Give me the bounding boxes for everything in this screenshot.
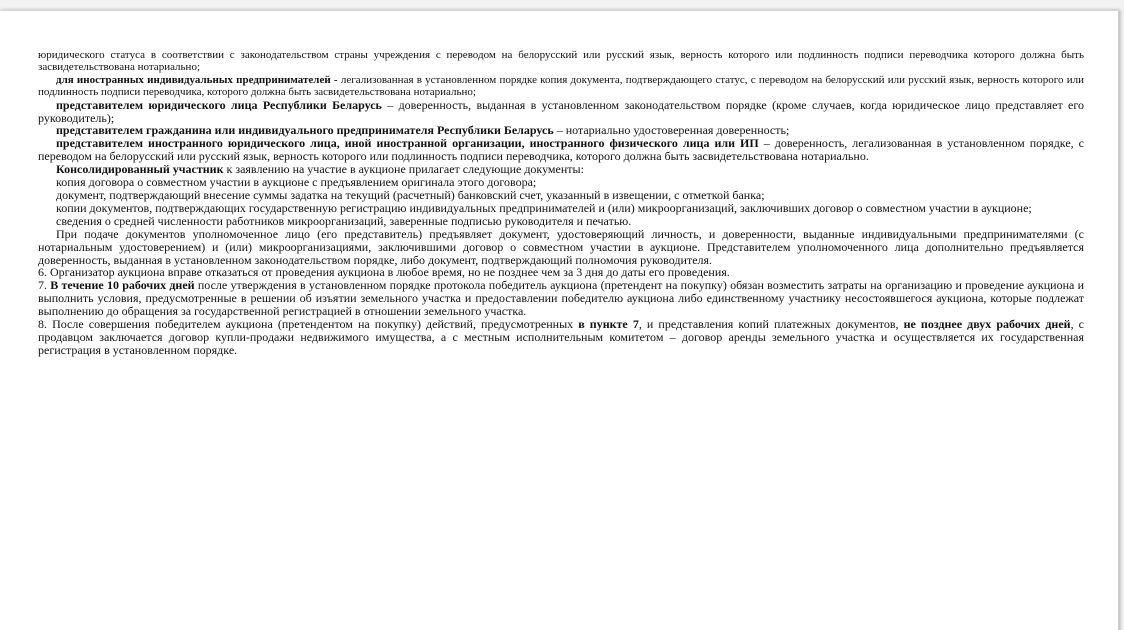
- paragraph-text: документ, подтверждающий внесение суммы задатка на текущий (расчетный) банковский счет, указанный в извещении, с отметкой банка;: [56, 187, 765, 202]
- paragraph-bold: представителем гражданина или индивидуального предпринимателя Республики Беларусь: [56, 123, 554, 138]
- paragraph-legal-entity-representative: [38, 99, 1084, 125]
- paragraph-text: 6. Организатор аукциона вправе отказаться от проведения аукциона в любое время, но не позднее чем за 3 дня до даты его проведения.: [38, 265, 730, 280]
- paragraph-bold: в пункте 7: [578, 317, 639, 332]
- paragraph-legal-status: [38, 49, 1084, 74]
- paragraph-text: сведения о средней численности работников микроорганизаций, заверенные подписью руководителя и печатью.: [56, 213, 632, 228]
- paragraph-text: , с продавцом заключается договор купли-продажи недвижимого имущества, а с местным исполнительным комитетом – договор аренды земельного участка и осуществляется их государственная регистрация в установленном порядке.: [38, 317, 1084, 357]
- document-page: [0, 10, 1119, 630]
- paragraph-text: копия договора о совместном участии в аукционе с предъявлением оригинала этого договора;: [56, 175, 537, 190]
- paragraph-bold: представителем иностранного юридического лица, иной иностранной организации, иностранного физического лица или ИП: [56, 136, 759, 151]
- paragraph-mid: , и представления копий платежных документов,: [638, 317, 904, 332]
- paragraph-text: юридического статуса в соответствии с законодательством страны учреждения с переводом на белорусский или русский язык, верность которого или подлинность подписи переводчика которого должна быть засвидетельствована нотариально;: [38, 49, 1084, 74]
- paragraph-text: после утверждения в установленном порядке протокола победитель аукциона (претендент на покупку) обязан возместить затраты на организацию и проведение аукциона и выполнить условия, предусмотренные в решении об изъятии земельного участка и предоставлении победителю аукциона либо единственному участнику несостоявшегося аукциона, которые подлежат выполнению до обращения за государственной регистрацией в отношении земельного участка.: [38, 278, 1085, 319]
- paragraph-prefix: 7.: [38, 278, 51, 293]
- paragraph-document-submission: [38, 228, 1084, 267]
- document-body: [38, 49, 1084, 357]
- paragraph-foreign-entrepreneurs: [38, 74, 1084, 99]
- paragraph-text: копии документов, подтверждающих государственную регистрацию индивидуальных предпринимателей и (или) микроорганизаций, заключивших договор о совместном участии в аукционе;: [56, 200, 1032, 215]
- paragraph-text: к заявлению на участие в аукционе прилагает следующие документы:: [223, 162, 584, 177]
- paragraph-item-7: [38, 279, 1084, 318]
- paragraph-foreign-representative: [38, 137, 1084, 163]
- paragraph-prefix: 8. После совершения победителем аукциона (претендентом на покупку) действий, предусмотренных: [38, 317, 579, 332]
- paragraph-text: При подаче документов уполномоченное лицо (его представитель) предъявляет документ, удостоверяющий личность, и доверенности, выданные индивидуальными предпринимателями (с нотариальным удостоверением) и (или) микроорганизациями, заключившими договор о совместном участии в аукционе. Представителем уполномоченного лица дополнительно предъявляется доверенность, выданная в установленном законодательством порядке, либо документ, подтверждающий полномочия руководителя.: [38, 226, 1084, 267]
- paragraph-text: – нотариально удостоверенная доверенность;: [553, 123, 790, 138]
- paragraph-text: легализованная в установленном порядке копия документа, подтверждающего статус, с переводом на белорусский или русский язык, верность которого или подлинность подписи переводчика, которого должна быть засвидетельствована нотариально;: [38, 73, 1084, 99]
- paragraph-bold: Консолидированный участник: [56, 162, 224, 177]
- paragraph-bold: В течение 10 рабочих дней: [50, 278, 195, 293]
- paragraph-item-8: [38, 318, 1084, 357]
- paragraph-bold: не позднее двух рабочих дней: [903, 317, 1071, 332]
- paragraph-bold: представителем юридического лица Республики Беларусь: [56, 97, 382, 112]
- paragraph-bold: для иностранных индивидуальных предпринимателей -: [56, 73, 338, 86]
- paragraph-text: – доверенность, легализованная в установленном порядке, с переводом на белорусский или русский язык, верность которого или подлинность подписи переводчика, которого должна быть засвидетельствована нотариально.: [38, 136, 1084, 164]
- paragraph-text: – доверенность, выданная в установленном законодательством порядке (кроме случаев, когда юридическое лицо представляет его руководитель);: [38, 97, 1084, 125]
